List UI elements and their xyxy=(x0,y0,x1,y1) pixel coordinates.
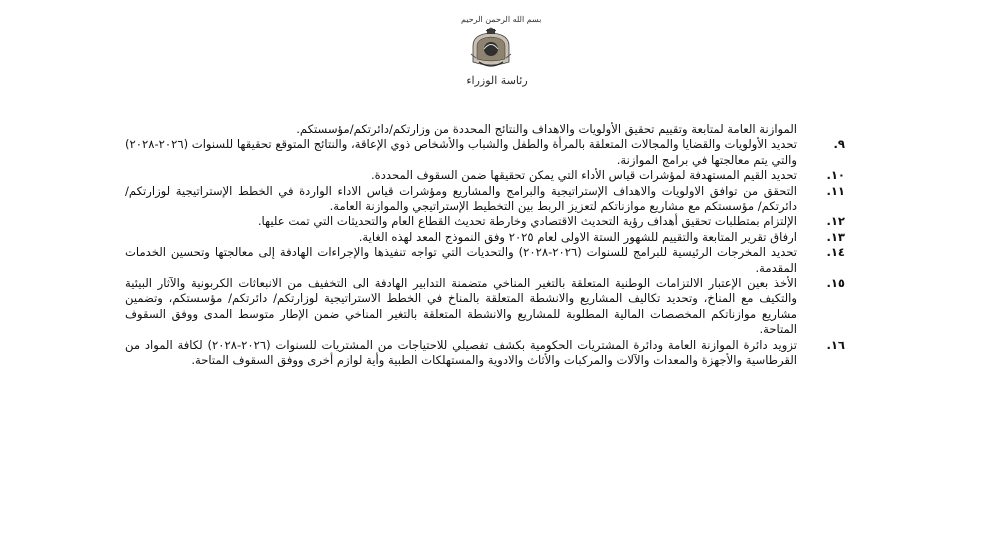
letterhead xyxy=(0,4,994,86)
item-number: ٩. xyxy=(833,137,845,152)
item-text: ارفاق تقرير المتابعة والتقييم للشهور الستة الاولى لعام ٢٠٢٥ وفق النموذج المعد لهذه الغاية. xyxy=(358,229,797,244)
list-item xyxy=(125,230,845,245)
item-number: ١٤. xyxy=(826,245,845,260)
item-text: تحديد القيم المستهدفة لمؤشرات قياس الأداء التي يمكن تحقيقها ضمن السقوف المحددة. xyxy=(370,168,797,183)
item-number: ١٣. xyxy=(826,229,845,244)
item-number: ١٥. xyxy=(826,276,845,291)
list-item xyxy=(125,168,845,183)
list-item xyxy=(125,184,845,215)
item-text: تحديد الأولويات والقضايا والمجالات المتعلقة بالمرأة والطفل والشباب والأشخاص ذوي الإعاقة، والنتائج المتوقع تحقيقها للسنوات (٢٠٢٦-٢٠٢٨) والتي يتم معالجتها في برامج الموازنة. xyxy=(125,137,797,167)
intro-text: الموازنة العامة لمتابعة وتقييم تحقيق الأولويات والاهداف والنتائج المحددة من وزارتكم/دائرتكم/مؤسستكم. xyxy=(296,122,797,136)
list-item xyxy=(125,338,845,369)
document-body xyxy=(125,122,845,369)
jordan-coat-of-arms-icon xyxy=(467,28,515,70)
item-text: الإلتزام بمتطلبات تحقيق أهداف رؤية التحديث الاقتصادي وخارطة تحديث القطاع العام والتحديثات التي تمت عليها. xyxy=(257,214,797,229)
item-number: ١١. xyxy=(826,183,845,198)
list-item xyxy=(125,245,845,276)
item-text: تحديد المخرجات الرئيسية للبرامج للسنوات (٢٠٢٦-٢٠٢٨) والتحديات التي تواجه تنفيذها والإجراءات الهادفة إلى معالجتها وتحسين الخدمات المقدمة. xyxy=(125,245,798,275)
item-number: ١٠. xyxy=(826,168,845,183)
list-item xyxy=(125,137,845,168)
item-text: الأخذ بعين الإعتبار الالتزامات الوطنية المتعلقة بالتغير المناخي متضمنة التدابير الهادفة الى التخفيف من الانبعاثات الكربونية والآثار البيئية والتكيف مع المناخ، وتحديد تكاليف المشاريع والانشطة المتعلقة بالمناخ في الخطط الاستراتيجية لوزارتكم/ دائرتكم/ مؤسستكم، وتضمين مشاريع موازناتكم المخصصات المالية المطلوبة للمشاريع والانشطة المتعلقة بالتغير المناخي ضمن الإطار متوسط المدى ووفق السقوف المتاحة. xyxy=(125,276,797,337)
item-number: ١٦. xyxy=(826,337,845,352)
list-item xyxy=(125,276,845,338)
basmala: بسم الله الرحمن الرحيم xyxy=(461,15,542,24)
office-title: رئاسة الوزراء xyxy=(466,74,528,87)
item-text: تزويد دائرة الموازنة العامة ودائرة المشتريات الحكومية بكشف تفصيلي للاحتياجات من المشتريات للسنوات (٢٠٢٦-٢٠٢٨) لكافة المواد من القرطاسية والأجهزة والمعدات والآلات والمركبات والأثاث والادوية والمستهلكات الطبية وأية لوازم أخرى ووفق السقوف المتاحة. xyxy=(125,337,797,368)
item-text: التحقق من توافق الاولويات والاهداف الإستراتيجية والبرامج والمشاريع ومؤشرات قياس الاداء الواردة في الخطط الإستراتيجية لوزارتكم/ دائرتكم/ مؤسستكم مع مشاريع موازناتكم لتعزيز الربط بين التخطيط الإستراتيجي والموازنة العامة. xyxy=(125,183,797,214)
item-number: ١٢. xyxy=(826,214,845,229)
list-item xyxy=(125,214,845,229)
intro-paragraph xyxy=(125,122,845,137)
